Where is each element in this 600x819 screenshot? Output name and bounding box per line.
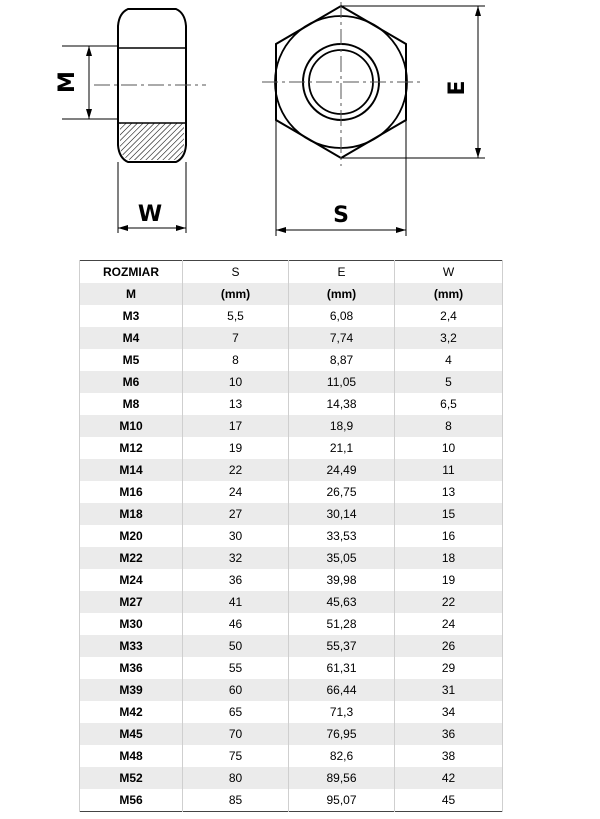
table-cell: M5 xyxy=(80,349,183,371)
w-label: W xyxy=(137,202,163,227)
table-row xyxy=(80,679,503,701)
table-cell: M6 xyxy=(80,371,183,393)
table-cell: 55,37 xyxy=(289,635,395,657)
table-row xyxy=(80,415,503,437)
table-cell: 8 xyxy=(183,349,289,371)
table-cell: 27 xyxy=(183,503,289,525)
table-cell: M12 xyxy=(80,437,183,459)
table-cell: 24 xyxy=(183,481,289,503)
table-row xyxy=(80,481,503,503)
table-cell: 36 xyxy=(183,569,289,591)
table-cell: 10 xyxy=(183,371,289,393)
table-cell: 5 xyxy=(395,371,503,393)
table-cell: M24 xyxy=(80,569,183,591)
table-cell: 8 xyxy=(395,415,503,437)
table-cell: 33,53 xyxy=(289,525,395,547)
table-cell: M39 xyxy=(80,679,183,701)
table-row xyxy=(80,723,503,745)
table-row xyxy=(80,613,503,635)
table-cell: 2,4 xyxy=(395,305,503,327)
table-cell: 4 xyxy=(395,349,503,371)
table-cell: 13 xyxy=(395,481,503,503)
table-cell: 50 xyxy=(183,635,289,657)
table-cell: 24,49 xyxy=(289,459,395,481)
table-cell: M3 xyxy=(80,305,183,327)
table-cell: M10 xyxy=(80,415,183,437)
table-cell: 22 xyxy=(395,591,503,613)
table-cell: 29 xyxy=(395,657,503,679)
table-cell: 95,07 xyxy=(289,789,395,812)
table-cell: 7,74 xyxy=(289,327,395,349)
table-cell: 26 xyxy=(395,635,503,657)
table-row xyxy=(80,767,503,789)
table-cell: 60 xyxy=(183,679,289,701)
table-cell: 51,28 xyxy=(289,613,395,635)
table-cell: 22 xyxy=(183,459,289,481)
header-cell: M xyxy=(80,283,183,305)
table-cell: 42 xyxy=(395,767,503,789)
table-cell: 8,87 xyxy=(289,349,395,371)
table-cell: 24 xyxy=(395,613,503,635)
table-row xyxy=(80,745,503,767)
table-cell: 16 xyxy=(395,525,503,547)
table-cell: 17 xyxy=(183,415,289,437)
table-units-row xyxy=(80,283,503,305)
table-row xyxy=(80,701,503,723)
table-row xyxy=(80,437,503,459)
table-cell: M42 xyxy=(80,701,183,723)
thread-hatch xyxy=(120,123,184,160)
table-cell: 11 xyxy=(395,459,503,481)
table-row xyxy=(80,393,503,415)
table-cell: 45,63 xyxy=(289,591,395,613)
table-cell: M56 xyxy=(80,789,183,812)
table-cell: M45 xyxy=(80,723,183,745)
table-cell: 26,75 xyxy=(289,481,395,503)
table-cell: M20 xyxy=(80,525,183,547)
header-cell: (mm) xyxy=(395,283,503,305)
header-cell: ROZMIAR xyxy=(80,261,183,284)
table-cell: 45 xyxy=(395,789,503,812)
header-cell: E xyxy=(289,261,395,284)
table-cell: 7 xyxy=(183,327,289,349)
table-row xyxy=(80,657,503,679)
table-cell: 36 xyxy=(395,723,503,745)
table-cell: 76,95 xyxy=(289,723,395,745)
table-cell: 39,98 xyxy=(289,569,395,591)
s-label: S xyxy=(333,203,349,228)
table-cell: 30 xyxy=(183,525,289,547)
table-cell: 66,44 xyxy=(289,679,395,701)
table-row xyxy=(80,349,503,371)
table-cell: 82,6 xyxy=(289,745,395,767)
header-cell: (mm) xyxy=(183,283,289,305)
table-cell: 19 xyxy=(395,569,503,591)
table-cell: 35,05 xyxy=(289,547,395,569)
m-label: M xyxy=(55,71,80,93)
table-cell: 70 xyxy=(183,723,289,745)
table-cell: 89,56 xyxy=(289,767,395,789)
table-cell: 31 xyxy=(395,679,503,701)
table-cell: M8 xyxy=(80,393,183,415)
table-row xyxy=(80,547,503,569)
table-row xyxy=(80,789,503,812)
table-row xyxy=(80,305,503,327)
table-cell: 71,3 xyxy=(289,701,395,723)
table-cell: 55 xyxy=(183,657,289,679)
table-cell: 80 xyxy=(183,767,289,789)
table-cell: 21,1 xyxy=(289,437,395,459)
table-cell: 15 xyxy=(395,503,503,525)
table-cell: 18,9 xyxy=(289,415,395,437)
table-row xyxy=(80,635,503,657)
table-cell: M30 xyxy=(80,613,183,635)
table-row xyxy=(80,327,503,349)
table-header-row xyxy=(80,261,503,284)
header-cell: (mm) xyxy=(289,283,395,305)
table-cell: 32 xyxy=(183,547,289,569)
table-cell: 75 xyxy=(183,745,289,767)
table-cell: M4 xyxy=(80,327,183,349)
table-row xyxy=(80,569,503,591)
table-cell: 41 xyxy=(183,591,289,613)
table-cell: 13 xyxy=(183,393,289,415)
table-cell: 14,38 xyxy=(289,393,395,415)
table-cell: 11,05 xyxy=(289,371,395,393)
table-cell: 38 xyxy=(395,745,503,767)
table-cell: 3,2 xyxy=(395,327,503,349)
table-cell: M18 xyxy=(80,503,183,525)
table-cell: 6,5 xyxy=(395,393,503,415)
table-cell: 18 xyxy=(395,547,503,569)
header-cell: S xyxy=(183,261,289,284)
table-cell: M48 xyxy=(80,745,183,767)
table-row xyxy=(80,591,503,613)
table-cell: M27 xyxy=(80,591,183,613)
table-cell: 19 xyxy=(183,437,289,459)
table-row xyxy=(80,371,503,393)
table-cell: 6,08 xyxy=(289,305,395,327)
table-body xyxy=(80,305,503,812)
table-cell: 65 xyxy=(183,701,289,723)
nut-size-table xyxy=(79,260,502,812)
table-cell: M16 xyxy=(80,481,183,503)
table-cell: 34 xyxy=(395,701,503,723)
table-row xyxy=(80,525,503,547)
table-cell: 46 xyxy=(183,613,289,635)
table-cell: 10 xyxy=(395,437,503,459)
table-cell: M36 xyxy=(80,657,183,679)
table-cell: M22 xyxy=(80,547,183,569)
table-cell: M52 xyxy=(80,767,183,789)
table-row xyxy=(80,503,503,525)
header-cell: W xyxy=(395,261,503,284)
table-cell: 30,14 xyxy=(289,503,395,525)
nut-dimension-drawing xyxy=(0,0,600,245)
table-cell: 85 xyxy=(183,789,289,812)
table-cell: 61,31 xyxy=(289,657,395,679)
table-cell: M14 xyxy=(80,459,183,481)
table-cell: M33 xyxy=(80,635,183,657)
table-row xyxy=(80,459,503,481)
table-cell: 5,5 xyxy=(183,305,289,327)
e-label: E xyxy=(445,80,470,96)
